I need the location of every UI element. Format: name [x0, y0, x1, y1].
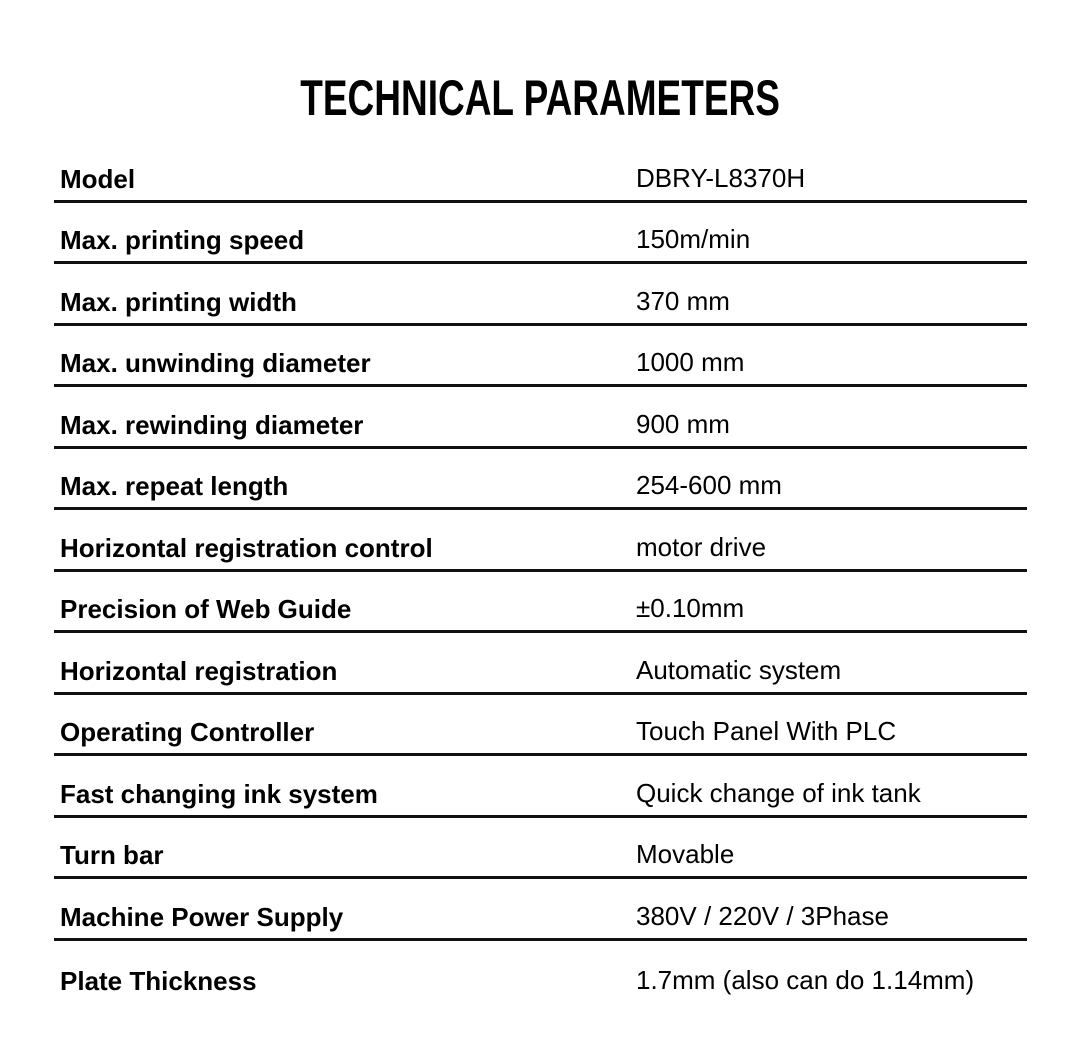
spec-row-power-supply — [54, 879, 1027, 941]
spec-row-rewinding-diameter — [54, 387, 1027, 449]
spec-label: Precision of Web Guide — [60, 594, 352, 624]
page-title-text: TECHNICAL PARAMETERS — [300, 69, 780, 126]
spec-row-model — [54, 141, 1027, 203]
spec-row-ink-system — [54, 756, 1027, 818]
spec-value: DBRY-L8370H — [636, 162, 806, 193]
spec-value: 1.7mm (also can do 1.14mm) — [636, 965, 975, 995]
spec-value: ±0.10mm — [636, 593, 745, 623]
spec-label: Machine Power Supply — [60, 901, 344, 932]
spec-value: 254-600 mm — [636, 470, 782, 500]
spec-label: Max. rewinding diameter — [60, 409, 364, 440]
spec-label: Max. unwinding diameter — [60, 348, 371, 378]
spec-value: Touch Panel With PLC — [636, 716, 897, 746]
spec-label: Operating Controller — [60, 717, 315, 747]
spec-row-web-guide-precision — [54, 572, 1027, 634]
spec-row-turn-bar — [54, 818, 1027, 880]
spec-label: Horizontal registration control — [60, 532, 433, 563]
spec-label: Turn bar — [60, 840, 164, 870]
spec-value: 380V / 220V / 3Phase — [636, 900, 889, 931]
spec-label: Model — [60, 163, 136, 194]
spec-row-printing-width — [54, 264, 1027, 326]
spec-value: 1000 mm — [636, 347, 745, 377]
spec-label: Plate Thickness — [60, 966, 257, 996]
spec-value: 150m/min — [636, 224, 751, 254]
page-title — [0, 66, 1080, 130]
spec-row-horizontal-registration — [54, 633, 1027, 695]
spec-label: Horizontal registration — [60, 655, 338, 686]
spec-label: Max. repeat length — [60, 471, 289, 501]
spec-row-registration-control — [54, 510, 1027, 572]
spec-value: motor drive — [636, 531, 767, 562]
spec-value: Quick change of ink tank — [636, 777, 921, 808]
spec-value: 370 mm — [636, 285, 730, 316]
spec-value: Movable — [636, 839, 735, 869]
spec-label: Max. printing speed — [60, 225, 305, 255]
spec-value: 900 mm — [636, 408, 730, 439]
spec-row-unwinding-diameter — [54, 326, 1027, 388]
spec-row-printing-speed — [54, 203, 1027, 265]
spec-label: Max. printing width — [60, 286, 297, 317]
spec-table — [54, 141, 1027, 1002]
spec-value: Automatic system — [636, 654, 842, 685]
spec-row-repeat-length — [54, 449, 1027, 511]
spec-row-plate-thickness — [54, 941, 1027, 1003]
spec-label: Fast changing ink system — [60, 778, 378, 809]
spec-row-operating-controller — [54, 695, 1027, 757]
